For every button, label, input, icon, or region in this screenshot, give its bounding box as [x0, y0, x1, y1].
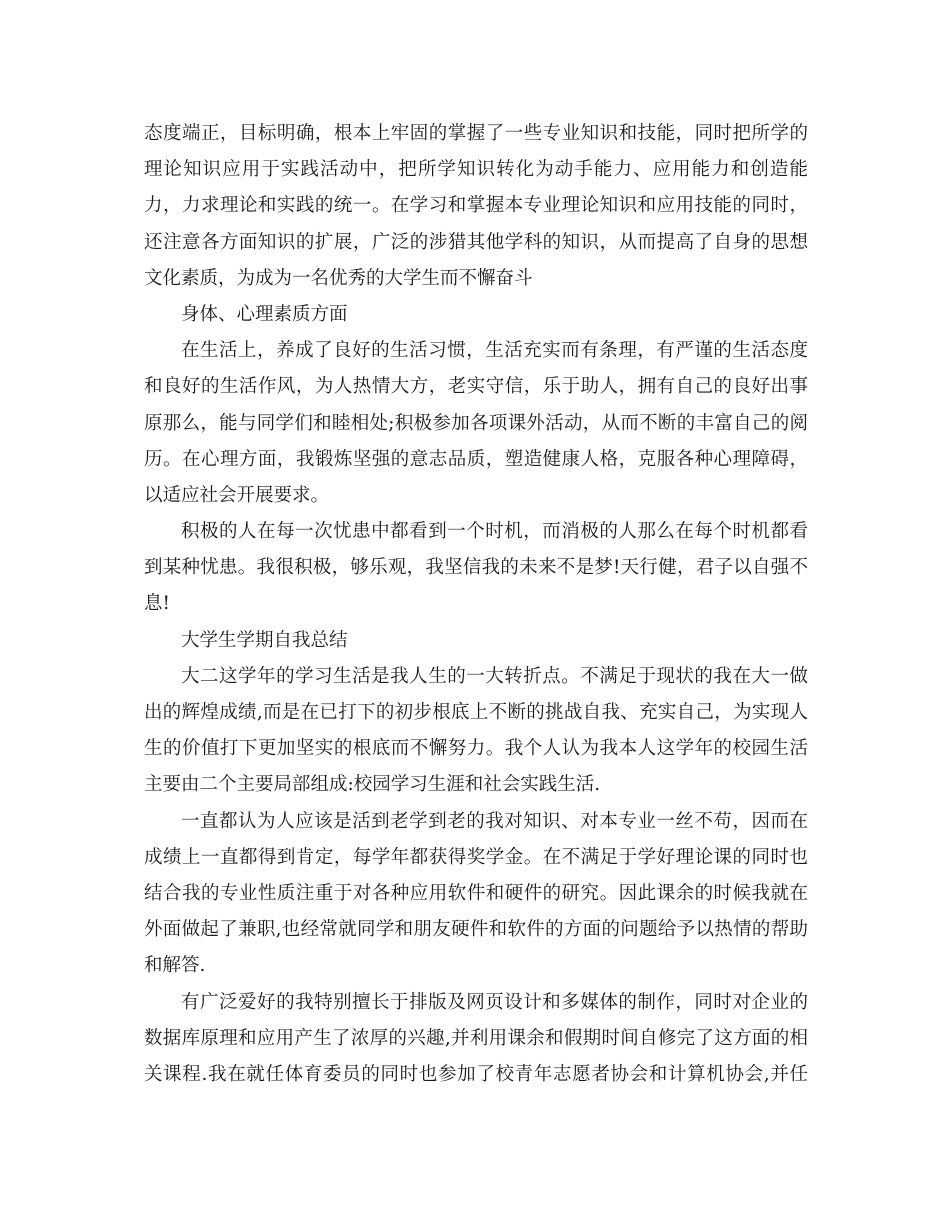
document-body — [144, 116, 808, 1093]
text-line: 成绩上一直都得到肯定，每学年都获得奖学金。在不满足于学好理论课的同时也 — [144, 846, 808, 868]
text-line: 和解答. — [144, 955, 206, 977]
text-line: 大二这学年的学习生活是我人生的一大转折点。不满足于现状的我在大一做 — [181, 665, 808, 687]
text-line: 以适应社会开展要求。 — [144, 484, 330, 506]
text-line: 一直都认为人应该是活到老学到老的我对知识、对本专业一丝不苟，因而在 — [181, 810, 808, 832]
text-line: 生的价值打下更加坚实的根底而不懈努力。我个人认为我本人这学年的校园生活 — [144, 738, 808, 760]
text-line: 外面做起了兼职,也经常就同学和朋友硬件和软件的方面的问题给予以热情的帮助 — [144, 919, 808, 941]
text-line: 在生活上，养成了良好的生活习惯，生活充实而有条理，有严谨的生活态度 — [181, 340, 808, 362]
text-line: 原那么，能与同学们和睦相处;积极参加各项课外活动，从而不断的丰富自己的阅 — [144, 412, 808, 434]
text-line: 息! — [144, 593, 170, 615]
text-line: 理论知识应用于实践活动中，把所学知识转化为动手能力、应用能力和创造能 — [144, 159, 808, 181]
text-line: 有广泛爱好的我特别擅长于排版及网页设计和多媒体的制作，同时对企业的 — [181, 991, 808, 1013]
text-line: 积极的人在每一次忧患中都看到一个时机，而消极的人那么在每个时机都看 — [181, 521, 808, 543]
text-line: 关课程.我在就任体育委员的同时也参加了校青年志愿者协会和计算机协会,并任 — [144, 1063, 808, 1085]
text-line: 到某种忧患。我很积极，够乐观，我坚信我的未来不是梦!天行健，君子以自强不 — [144, 557, 809, 579]
section-heading: 大学生学期自我总结 — [181, 629, 348, 651]
text-line: 结合我的专业性质注重于对各种应用软件和硬件的研究。因此课余的时候我就在 — [144, 882, 808, 904]
text-line: 力，力求理论和实践的统一。在学习和掌握本专业理论知识和应用技能的同时， — [144, 195, 808, 217]
text-line: 和良好的生活作风，为人热情大方，老实守信，乐于助人，拥有自己的良好出事 — [144, 376, 808, 398]
text-line: 历。在心理方面，我锻炼坚强的意志品质，塑造健康人格，克服各种心理障碍， — [144, 448, 808, 470]
text-line: 态度端正，目标明确，根本上牢固的掌握了一些专业知识和技能，同时把所学的 — [144, 123, 808, 144]
text-line: 出的辉煌成绩,而是在已打下的初步根底上不断的挑战自我、充实自己，为实现人 — [144, 702, 808, 723]
text-line: 主要由二个主要局部组成:校园学习生涯和社会实践生活. — [144, 774, 601, 796]
text-line: 文化素质，为成为一名优秀的大学生而不懈奋斗 — [144, 267, 533, 289]
text-line: 还注意各方面知识的扩展，广泛的涉猎其他学科的知识，从而提高了自身的思想 — [144, 231, 808, 253]
text-line: 数据库原理和应用产生了浓厚的兴趣,并利用课余和假期时间自修完了这方面的相 — [144, 1027, 808, 1049]
section-heading: 身体、心理素质方面 — [181, 303, 348, 325]
